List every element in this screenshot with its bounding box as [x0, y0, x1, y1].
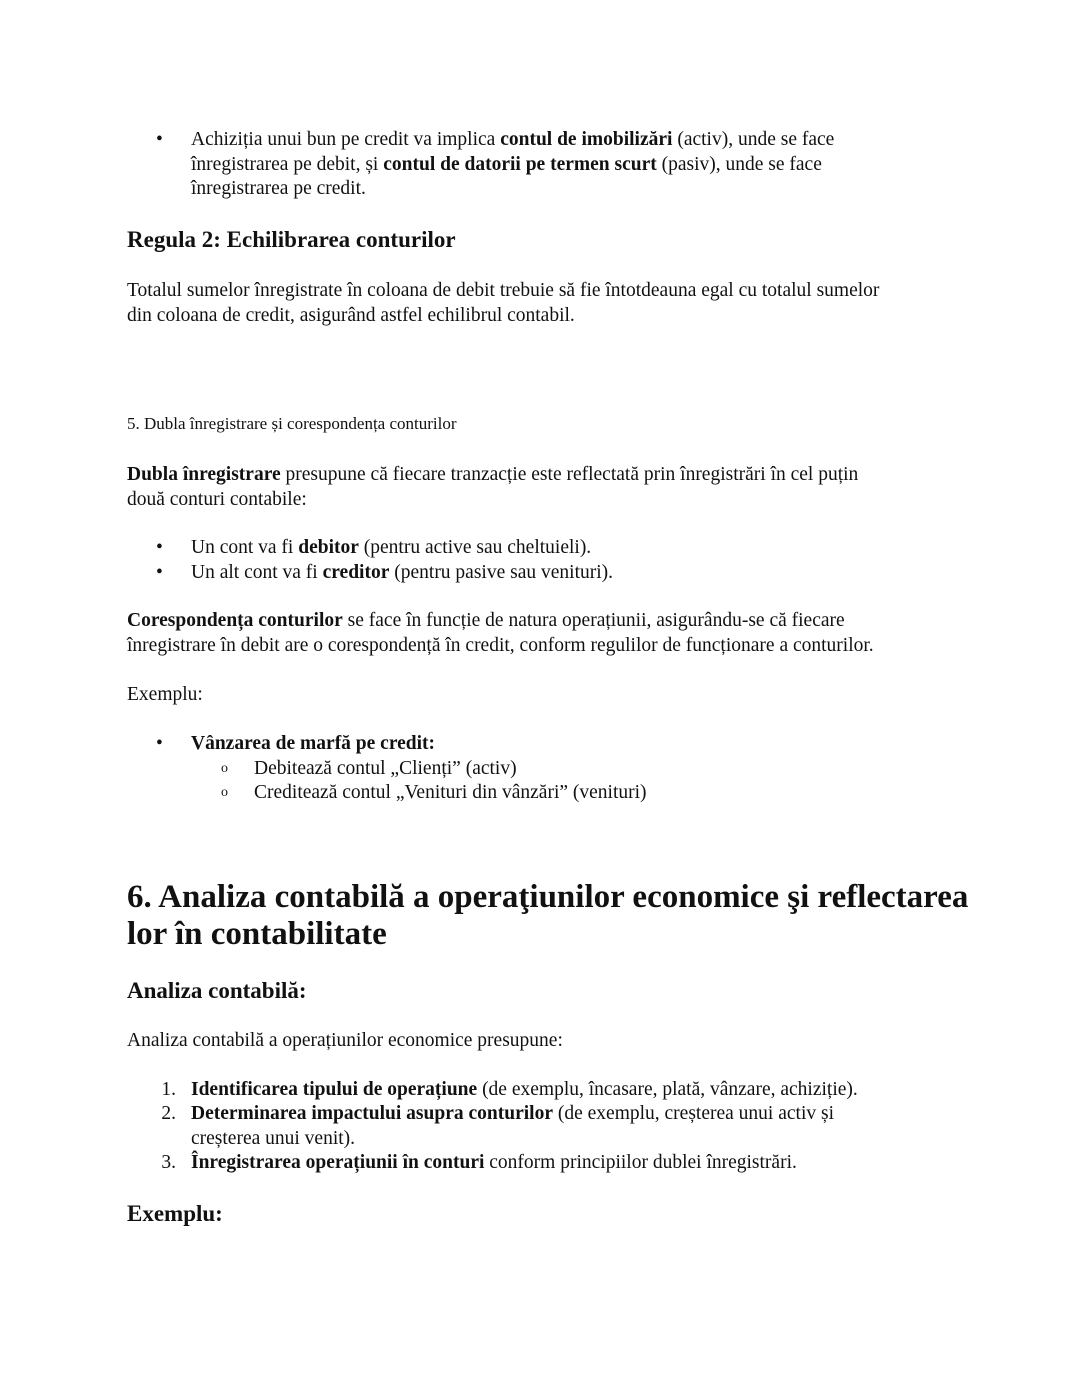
- example-subitem: Debitează contul „Clienți” (activ): [254, 758, 517, 779]
- bullet-icon: •: [156, 733, 163, 754]
- acquisition-text: Achiziția unui bun pe credit va implica contul de imobilizări (activ), unde se face înregistrarea pe debit, și contul de datorii pe termen scurt (pasiv), unde se face înregistrarea pe credit.: [191, 129, 835, 199]
- rule2-paragraph: Totalul sumelor înregistrate în coloana de debit trebuie să fie întotdeauna egal cu totalul sumelor din coloana de credit, asigurând astfel echilibrul contabil.: [127, 280, 880, 326]
- bullet-icon: •: [156, 562, 163, 583]
- bullet-icon: •: [156, 537, 163, 558]
- correspondence-paragraph: Corespondența conturilor se face în funcție de natura operațiunii, asigurându-se că fiecare înregistrare în debit are o corespondență în credit, conform regulilor de funcționare a conturilor.: [127, 610, 874, 656]
- analysis-subheading: Analiza contabilă:: [127, 978, 307, 1003]
- bullet-icon: •: [156, 129, 163, 150]
- step-number: 3.: [161, 1152, 176, 1173]
- list-item: Înregistrarea operațiunii în conturi conform principiilor dublei înregistrări.: [191, 1152, 797, 1173]
- circle-bullet-icon: o: [221, 761, 228, 776]
- double-entry-paragraph: Dubla înregistrare presupune că fiecare tranzacție este reflectată prin înregistrări în cel puțin două conturi contabile:: [127, 464, 859, 510]
- example-item: Vânzarea de marfă pe credit:: [191, 733, 436, 754]
- section5-title: 5. Dubla înregistrare și corespondența conturilor: [127, 414, 457, 433]
- section6-title: 6. Analiza contabilă a operaţiunilor economice şi reflectarea lor în contabilitate: [127, 879, 969, 952]
- step-number: 1.: [161, 1079, 176, 1100]
- example-heading: Exemplu:: [127, 1201, 223, 1226]
- list-item: Un cont va fi debitor (pentru active sau cheltuieli).: [191, 537, 592, 558]
- rule2-heading: Regula 2: Echilibrarea conturilor: [127, 227, 456, 252]
- list-item: Identificarea tipului de operațiune (de exemplu, încasare, plată, vânzare, achiziție).: [191, 1079, 858, 1100]
- circle-bullet-icon: o: [221, 785, 228, 800]
- analysis-intro: Analiza contabilă a operațiunilor economice presupune:: [127, 1030, 563, 1051]
- example-subitem: Creditează contul „Venituri din vânzări” (venituri): [254, 782, 647, 803]
- list-item: Determinarea impactului asupra conturilor (de exemplu, creșterea unui activ și creșterea unui venit).: [191, 1103, 834, 1149]
- list-item: Un alt cont va fi creditor (pentru pasive sau venituri).: [191, 562, 614, 583]
- example-label: Exemplu:: [127, 684, 203, 705]
- step-number: 2.: [161, 1103, 176, 1124]
